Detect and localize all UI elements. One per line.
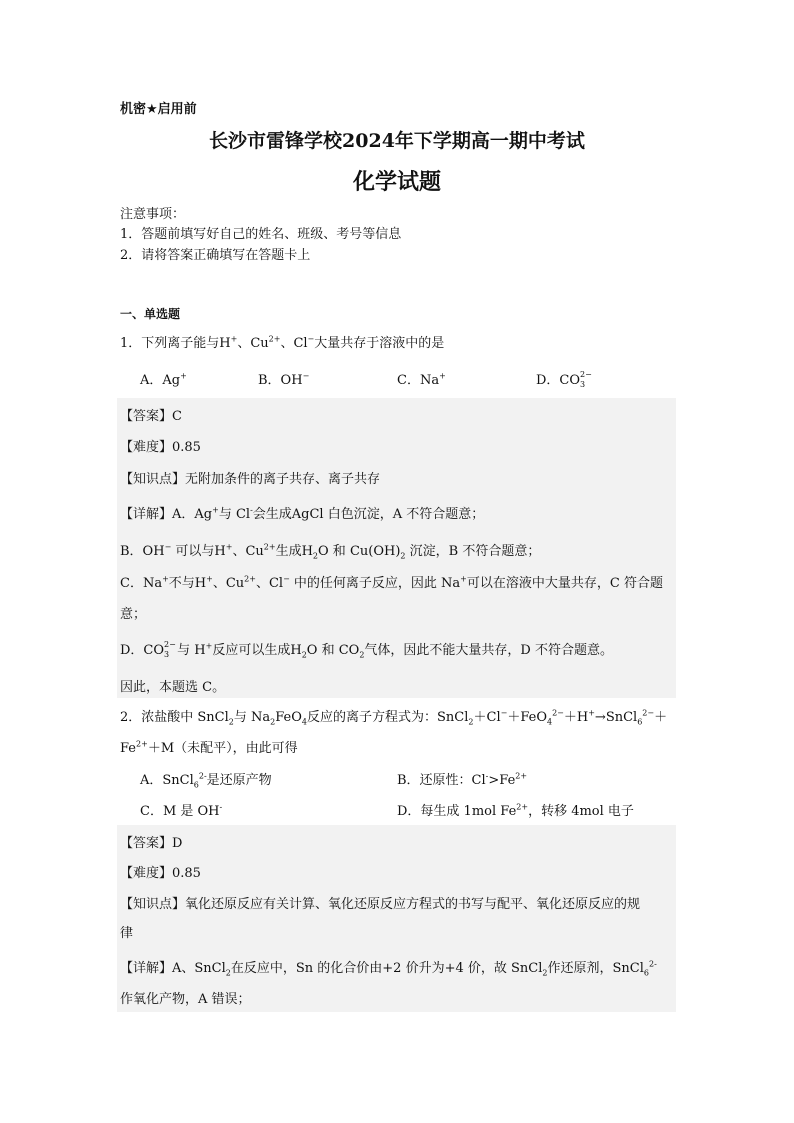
q2-knowledge: 【知识点】氧化还原反应有关计算、氧化还原反应方程式的书写与配平、氧化还原反应的规 (120, 897, 641, 912)
q2-difficulty: 【难度】0.85 (120, 866, 201, 881)
q1-detail-c-cont: 意； (120, 607, 147, 622)
exam-subject: 化学试题 (352, 169, 441, 195)
q1-stem: 1．下列离子能与H+、$Cu^{2+}$、Cl−大量共存于溶液中的是 (120, 334, 445, 351)
section-heading: 一、单选题 (120, 307, 181, 321)
q1-option-c: C．Na+ (397, 371, 446, 388)
confidential-label: 机密★启用前 (120, 102, 197, 117)
q2-option-c: C．M 是 OH- (140, 802, 223, 819)
q2-stem-cont: $Fe^{2+}+M$（未配平），由此可得 (120, 739, 298, 756)
q1-conclusion: 因此，本题选 C。 (120, 680, 226, 695)
notice-item-1: 1．答题前填写好自己的姓名、班级、考号等信息 (120, 227, 402, 242)
notice-item-2: 2．请将答案正确填写在答题卡上 (120, 248, 311, 263)
q1-option-a: A．Ag+ (140, 371, 187, 388)
q2-option-a: A．SnCl$_6^{2-}$是还原产物 (140, 771, 272, 790)
q1-option-b: B．OH− (258, 371, 310, 388)
exam-title: 长沙市雷锋学校2024年下学期高一期中考试 (209, 130, 585, 152)
q2-option-d: D．每生成 1mol $Fe^{2+}$，转移 4mol 电子 (397, 802, 634, 819)
q1-difficulty: 【难度】0.85 (120, 440, 201, 455)
q1-knowledge: 【知识点】无附加条件的离子共存、离子共存 (120, 472, 381, 487)
q2-detail-cont: 作氧化产物，A 错误； (120, 992, 251, 1007)
q1-detail-b: B．OH− 可以与H+、$Cu^{2+}$生成$H_2O$ 和 $Cu(OH)_2$ 沉淀，B 不符合题意； (120, 542, 541, 561)
q2-knowledge-cont: 律 (120, 926, 134, 941)
q2-answer-block (117, 825, 676, 1012)
q2-option-b: B．还原性：$Cl^->Fe^{2+}$ (397, 771, 528, 788)
q1-detail-d: D．CO 2− 3 与 H+反应可以生成$H_2O$ 和 $CO_2$气体，因此不能大量共存，D 不符合题意。 (120, 639, 613, 660)
notice-heading: 注意事项： (120, 207, 186, 222)
q2-answer: 【答案】D (120, 836, 183, 851)
q1-detail-a: 【详解】A．Ag+与 Cl-会生成AgCl 白色沉淀，A 不符合题意； (120, 505, 485, 522)
q2-stem: 2．浓盐酸中 SnCl$_2$与 $Na_2FeO_4$反应的离子方程式为：SnCl$_2$＋Cl−＋FeO$_4^{2-}$＋H+→SnCl$_6^{2-}$＋ (120, 708, 668, 727)
q2-detail: 【详解】A、SnCl$_2$在反应中，Sn 的化合价由+2 价升为+4 价，故 SnCl$_2$作还原剂，SnCl$_6^{2-}$ (120, 959, 657, 978)
q1-answer: 【答案】C (120, 409, 182, 424)
q1-option-d: D．CO 2− 3 (536, 369, 592, 389)
q1-detail-c: C．Na+不与H+、$Cu^{2+}$、Cl− 中的任何离子反应，因此 Na+可以在溶液中大量共存，C 符合题 (120, 574, 663, 591)
